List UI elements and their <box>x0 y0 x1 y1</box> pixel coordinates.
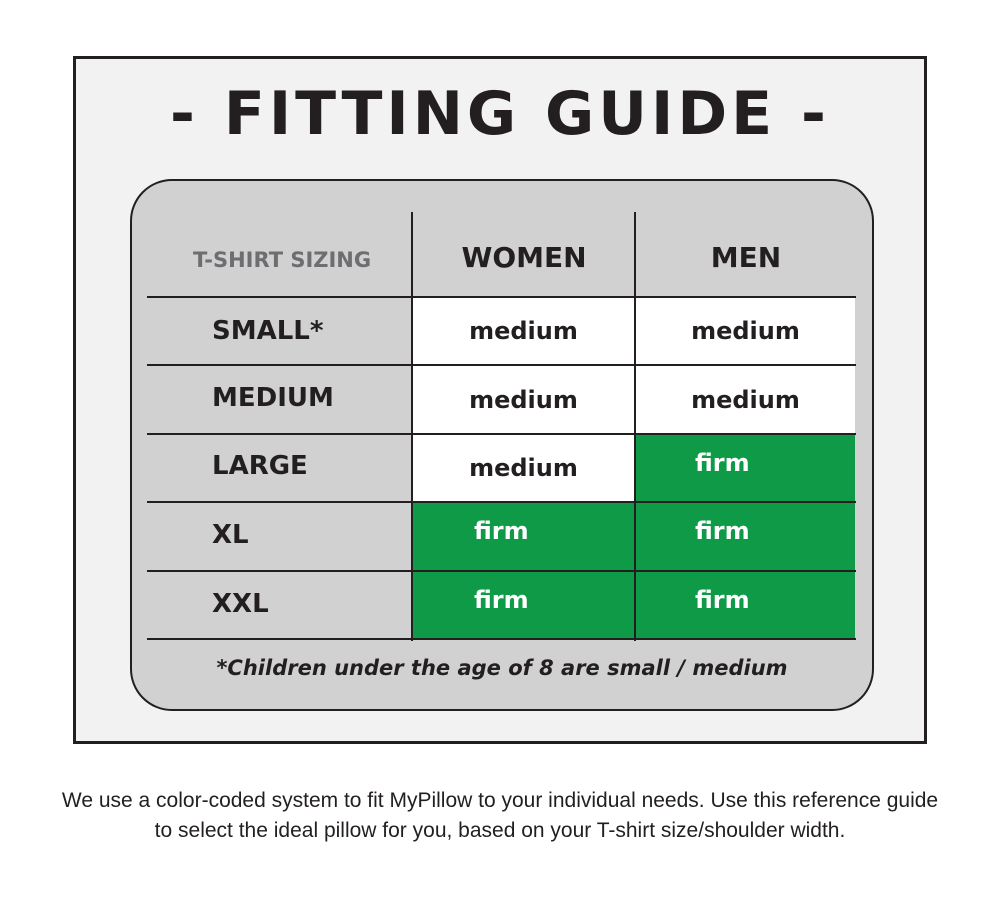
table-divider-horizontal <box>147 570 856 572</box>
firmness-value: medium <box>469 317 578 345</box>
table-cell-medium-men <box>636 366 855 433</box>
row-label-xl: XL <box>212 520 249 550</box>
firmness-value: firm <box>695 586 750 614</box>
column-header-men: MEN <box>710 241 782 274</box>
firmness-value: firm <box>695 449 750 477</box>
firmness-value: firm <box>474 517 529 545</box>
row-label-large: LARGE <box>212 451 308 481</box>
firmness-value: medium <box>691 317 800 345</box>
table-cell-large-men <box>636 435 855 501</box>
table-cell-xxl-women <box>413 572 634 638</box>
row-label-medium: MEDIUM <box>212 383 334 413</box>
row-label-small: SMALL* <box>212 316 324 346</box>
table-cell-small-men <box>636 298 855 364</box>
table-divider-horizontal <box>147 501 856 503</box>
caption-line-1: We use a color-coded system to fit MyPillow to your individual needs. Use this reference guide <box>61 789 939 812</box>
firmness-value: medium <box>691 385 800 414</box>
table-cell-xl-women <box>413 503 634 570</box>
firmness-value: firm <box>474 586 529 614</box>
table-divider-horizontal <box>147 638 856 640</box>
table-divider-vertical <box>411 212 413 641</box>
table-divider-horizontal <box>147 364 856 366</box>
table-cell-xl-men <box>636 503 855 570</box>
column-header-size: T-SHIRT SIZING <box>193 248 372 272</box>
table-cell-large-women <box>413 435 634 501</box>
caption-line-2: to select the ideal pillow for you, based on your T-shirt size/shoulder width. <box>154 819 846 842</box>
firmness-value: firm <box>695 517 750 545</box>
firmness-value: medium <box>469 454 578 482</box>
table-cell-medium-women <box>413 366 634 433</box>
firmness-value: medium <box>469 385 578 414</box>
children-footnote: *Children under the age of 8 are small / medium <box>216 656 788 680</box>
page-title: - FITTING GUIDE - <box>170 79 830 149</box>
column-header-women: WOMEN <box>461 241 587 274</box>
table-cell-small-women <box>413 298 634 364</box>
table-divider-horizontal <box>147 296 856 298</box>
row-label-xxl: XXL <box>212 589 269 619</box>
table-divider-vertical <box>634 212 636 641</box>
guide-caption <box>0 786 1000 846</box>
table-divider-horizontal <box>147 433 856 435</box>
table-cell-xxl-men <box>636 572 855 638</box>
